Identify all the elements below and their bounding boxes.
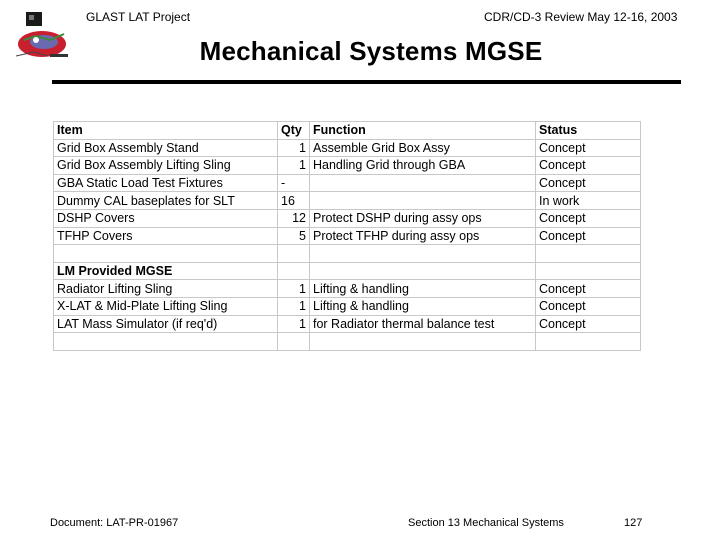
status-cell: Concept — [536, 209, 641, 227]
function-cell: Lifting & handling — [310, 280, 536, 298]
item-cell: Grid Box Assembly Lifting Sling — [54, 157, 278, 175]
item-cell: Grid Box Assembly Stand — [54, 139, 278, 157]
function-cell — [310, 192, 536, 210]
review-info: CDR/CD-3 Review May 12-16, 2003 — [484, 10, 678, 24]
function-cell — [310, 262, 536, 280]
status-cell: Concept — [536, 227, 641, 245]
item-cell: Dummy CAL baseplates for SLT — [54, 192, 278, 210]
status-cell: Concept — [536, 139, 641, 157]
page-number: 127 — [624, 517, 643, 529]
table-row — [54, 227, 641, 245]
table-row — [54, 280, 641, 298]
qty-cell — [278, 333, 310, 351]
status-cell: In work — [536, 192, 641, 210]
item-cell: TFHP Covers — [54, 227, 278, 245]
qty-cell: - — [278, 174, 310, 192]
item-cell: LAT Mass Simulator (if req'd) — [54, 315, 278, 333]
table-row — [54, 192, 641, 210]
function-cell — [310, 245, 536, 263]
table-header-row — [54, 122, 641, 140]
item-cell — [54, 245, 278, 263]
table-row — [54, 139, 641, 157]
section-header-row — [54, 262, 641, 280]
title-divider — [52, 80, 681, 84]
document-number: Document: LAT-PR-01967 — [50, 517, 179, 529]
qty-cell: 12 — [278, 209, 310, 227]
table-row — [54, 315, 641, 333]
table-row — [54, 174, 641, 192]
function-cell: Lifting & handling — [310, 297, 536, 315]
table-row — [54, 333, 641, 351]
status-cell: Concept — [536, 157, 641, 175]
page-title: Mechanical Systems MGSE — [199, 36, 543, 66]
function-cell: for Radiator thermal balance test — [310, 315, 536, 333]
header-qty: Qty — [278, 122, 310, 140]
qty-cell: 1 — [278, 139, 310, 157]
section-header-cell: LM Provided MGSE — [54, 262, 278, 280]
table-row — [54, 157, 641, 175]
project-name: GLAST LAT Project — [86, 10, 191, 24]
status-cell: Concept — [536, 297, 641, 315]
table-row — [54, 209, 641, 227]
function-cell: Handling Grid through GBA — [310, 157, 536, 175]
table-row — [54, 297, 641, 315]
status-cell — [536, 333, 641, 351]
section-label: Section 13 Mechanical Systems — [408, 517, 564, 529]
header-status: Status — [536, 122, 641, 140]
qty-cell: 5 — [278, 227, 310, 245]
function-cell: Assemble Grid Box Assy — [310, 139, 536, 157]
status-cell — [536, 245, 641, 263]
qty-cell: 1 — [278, 157, 310, 175]
header-item: Item — [54, 122, 278, 140]
qty-cell: 16 — [278, 192, 310, 210]
qty-cell: 1 — [278, 297, 310, 315]
header-function: Function — [310, 122, 536, 140]
function-cell: Protect DSHP during assy ops — [310, 209, 536, 227]
qty-cell: 1 — [278, 315, 310, 333]
status-cell: Concept — [536, 280, 641, 298]
item-cell: Radiator Lifting Sling — [54, 280, 278, 298]
item-cell: X-LAT & Mid-Plate Lifting Sling — [54, 297, 278, 315]
status-cell: Concept — [536, 174, 641, 192]
function-cell — [310, 174, 536, 192]
item-cell: DSHP Covers — [54, 209, 278, 227]
item-cell — [54, 333, 278, 351]
mgse-table — [53, 121, 641, 351]
function-cell — [310, 333, 536, 351]
qty-cell — [278, 262, 310, 280]
table-row — [54, 245, 641, 263]
status-cell — [536, 262, 641, 280]
qty-cell — [278, 245, 310, 263]
function-cell: Protect TFHP during assy ops — [310, 227, 536, 245]
qty-cell: 1 — [278, 280, 310, 298]
status-cell: Concept — [536, 315, 641, 333]
item-cell: GBA Static Load Test Fixtures — [54, 174, 278, 192]
